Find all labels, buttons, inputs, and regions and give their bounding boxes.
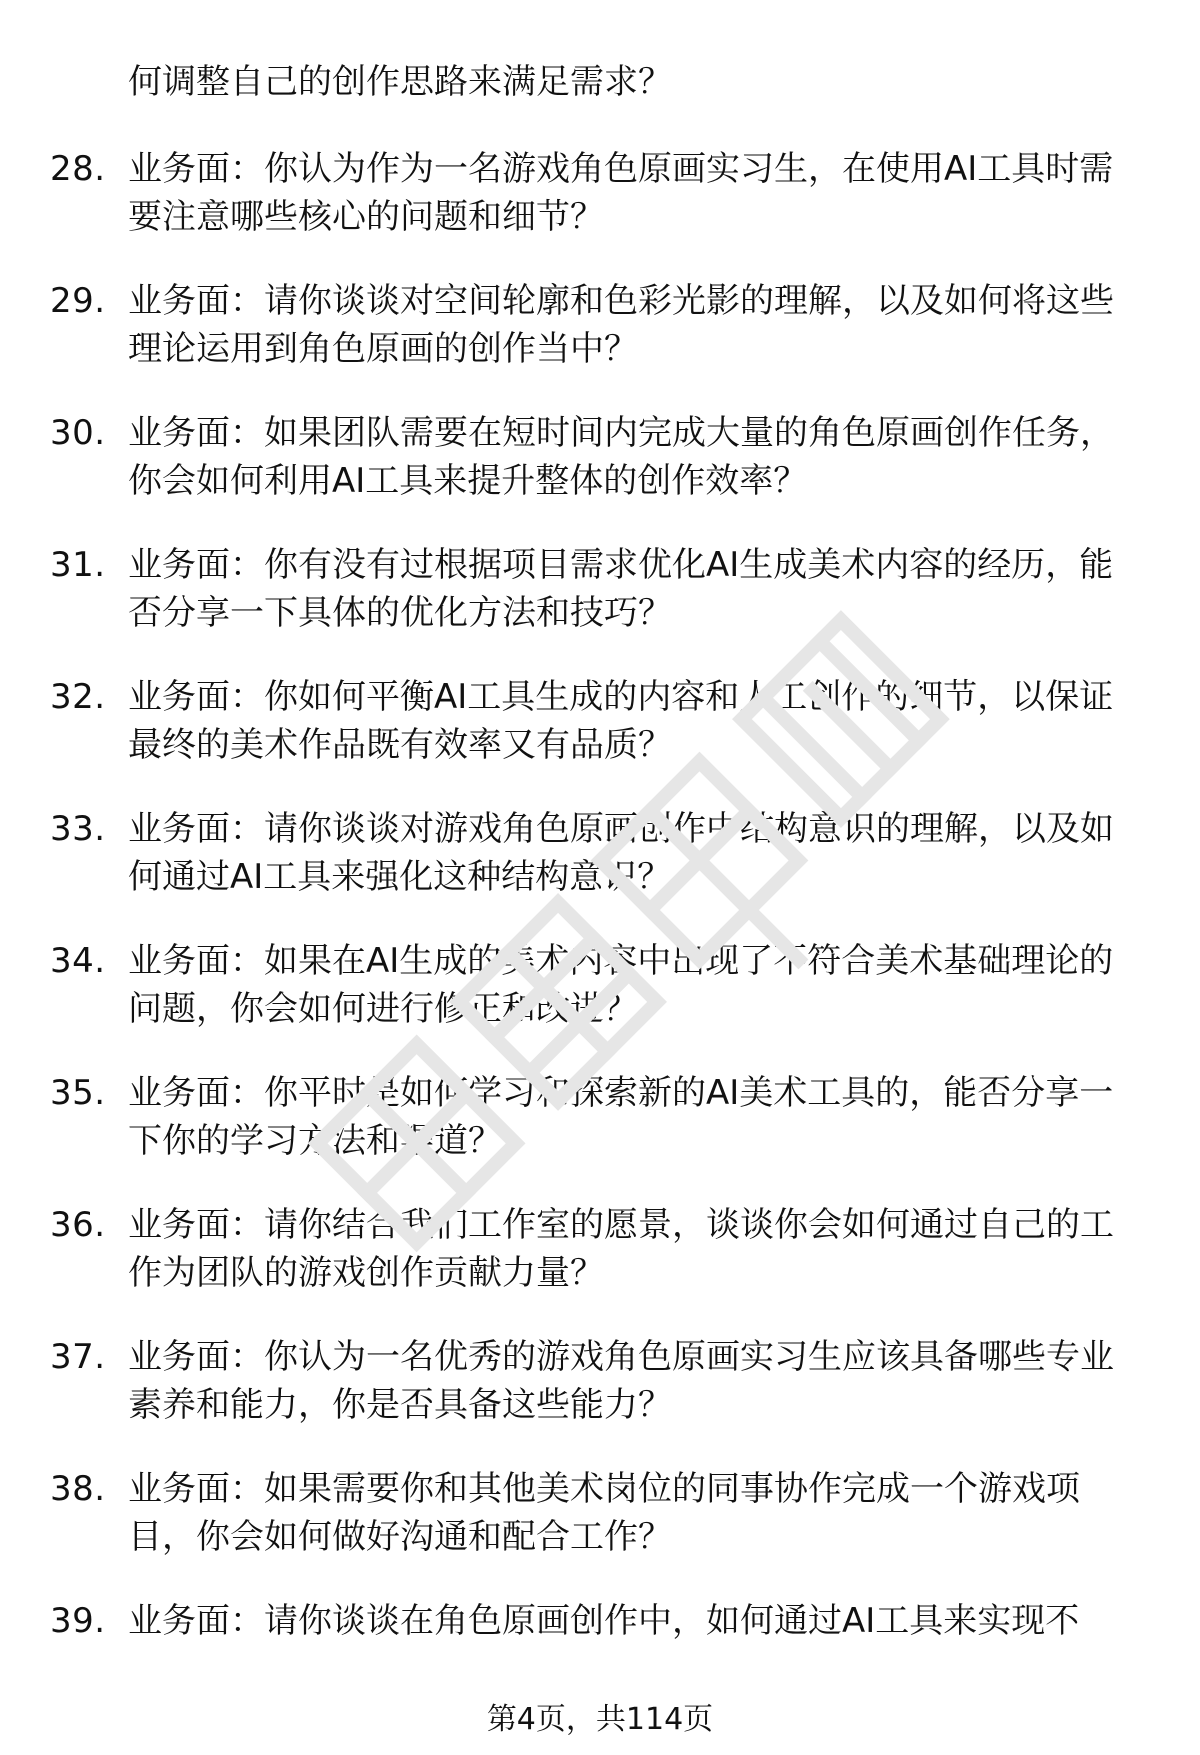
question-item	[0, 145, 1200, 277]
question-number: 34.	[50, 941, 106, 981]
question-text: 业务面：如果团队需要在短时间内完成大量的角色原画创作任务，你会如何利用AI工具来提升整体的创作效率？	[128, 413, 1114, 501]
question-item	[0, 1201, 1200, 1333]
question-text: 业务面：如果在AI生成的美术内容中出现了不符合美术基础理论的问题，你会如何进行修正和改进？	[128, 941, 1114, 1029]
question-number: 36.	[50, 1205, 106, 1245]
question-text: 业务面：你认为一名优秀的游戏角色原画实习生应该具备哪些专业素养和能力，你是否具备这些能力？	[128, 1337, 1114, 1425]
question-number: 32.	[50, 677, 106, 717]
question-item	[0, 673, 1200, 805]
question-item	[0, 1069, 1200, 1201]
question-number: 39.	[50, 1601, 106, 1641]
page-footer: 第4页，共114页	[486, 1702, 714, 1737]
question-text: 业务面：请你谈谈在角色原画创作中，如何通过AI工具来实现不	[128, 1601, 1080, 1641]
question-text: 业务面：你有没有过根据项目需求优化AI生成美术内容的经历，能否分享一下具体的优化方法和技巧？	[128, 545, 1114, 633]
question-number: 29.	[50, 281, 106, 321]
question-item	[0, 1333, 1200, 1465]
question-item	[0, 805, 1200, 937]
question-text: 业务面：你如何平衡AI工具生成的内容和人工创作的细节，以保证最终的美术作品既有效率又有品质？	[128, 677, 1114, 765]
question-text: 业务面：请你谈谈对空间轮廓和色彩光影的理解，以及如何将这些理论运用到角色原画的创作当中？	[128, 281, 1114, 369]
question-number: 38.	[50, 1469, 106, 1509]
question-text: 业务面：如果需要你和其他美术岗位的同事协作完成一个游戏项目，你会如何做好沟通和配合工作？	[128, 1469, 1080, 1557]
question-text: 业务面：你认为作为一名游戏角色原画实习生，在使用AI工具时需要注意哪些核心的问题和细节？	[128, 149, 1114, 237]
question-item	[0, 277, 1200, 409]
question-list	[0, 145, 1200, 1729]
continued-question-text: 何调整自己的创作思路来满足需求？	[128, 62, 672, 102]
question-number: 37.	[50, 1337, 106, 1377]
question-number: 31.	[50, 545, 106, 585]
question-text: 业务面：你平时是如何学习和探索新的AI美术工具的，能否分享一下你的学习方法和渠道？	[128, 1073, 1114, 1161]
question-number: 33.	[50, 809, 106, 849]
question-text: 业务面：请你谈谈对游戏角色原画创作中结构意识的理解，以及如何通过AI工具来强化这种结构意识？	[128, 809, 1114, 897]
question-item	[0, 1465, 1200, 1597]
question-number: 35.	[50, 1073, 106, 1113]
question-text: 业务面：请你结合我们工作室的愿景，谈谈你会如何通过自己的工作为团队的游戏创作贡献力量？	[128, 1205, 1114, 1293]
question-item	[0, 937, 1200, 1069]
question-number: 28.	[50, 149, 106, 189]
question-item	[0, 409, 1200, 541]
question-number: 30.	[50, 413, 106, 453]
question-item	[0, 541, 1200, 673]
